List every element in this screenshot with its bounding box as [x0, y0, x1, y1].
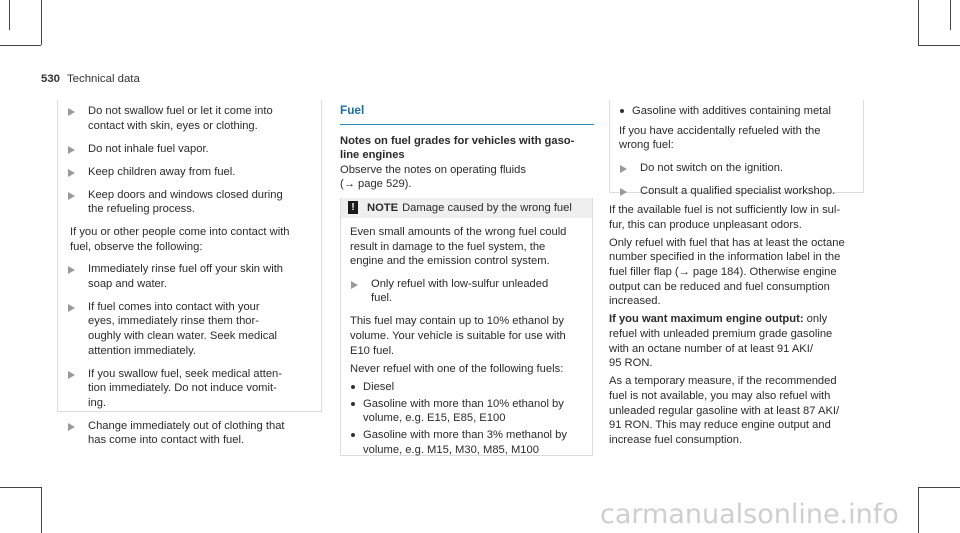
bold-lead: If you want maximum engine output: [609, 313, 804, 326]
middle-column [340, 103, 594, 456]
arrow-icon [68, 266, 75, 274]
watermark: carmanualsonline.info [600, 499, 899, 530]
bullet-icon [620, 109, 624, 113]
note-box [340, 198, 593, 456]
crop-mark [918, 0, 919, 45]
fuel-bullet: Gasoline with more than 10% ethanol by volume, e.g. E15, E85, E100 [350, 397, 592, 426]
subsection-title: Notes on fuel grades for vehicles with gaso- line engines [340, 134, 575, 162]
action-step: Change immediately out of clothing that has come into contact with fuel. [58, 419, 311, 448]
arrow-icon [68, 192, 75, 200]
note-paragraph: Even small amounts of the wrong fuel could result in damage to the fuel system, the engine and the emission control system. [350, 225, 567, 268]
crop-mark [0, 487, 41, 488]
note-paragraph: If you have accidentally refueled with the wrong fuel: [619, 124, 821, 152]
crop-mark [0, 45, 41, 46]
page-number: 530 [41, 73, 61, 85]
warning-step: Do not inhale fuel vapor. [58, 142, 311, 157]
page-header [41, 72, 140, 87]
note-step: Consult a qualified specialist workshop. [610, 184, 863, 199]
crop-mark [9, 0, 10, 30]
arrow-icon [68, 169, 75, 177]
note-paragraph: Never refuel with one of the following fuels: [350, 362, 564, 375]
crop-mark [918, 487, 960, 488]
crop-mark [918, 45, 960, 46]
arrow-icon [68, 146, 75, 154]
warning-step: Keep doors and windows closed during the refueling process. [58, 188, 311, 217]
paragraph: If you want maximum engine output: only refuel with unleaded premium grade gasoline with an octane number of at least 91 AKI/ 95 RON. [609, 313, 833, 370]
arrow-icon [68, 371, 75, 379]
crop-mark [41, 487, 42, 533]
paragraph: As a temporary measure, if the recommended fuel is not available, you may also refuel with unleaded regular gasoline with at least 87 AKI/ 91 RON. This may reduce engine output and increase fuel consumption. [609, 375, 840, 446]
left-column [57, 100, 322, 447]
fuel-bullet: Diesel [350, 380, 592, 395]
arrow-icon [68, 423, 75, 431]
arrow-icon [68, 108, 75, 116]
bullet-icon [351, 402, 355, 406]
arrow-icon [620, 188, 627, 196]
bullet-icon [351, 385, 355, 389]
fuel-bullet: Gasoline with more than 3% methanol by volume, e.g. M15, M30, M85, M100 [350, 428, 592, 457]
right-column [609, 100, 871, 451]
exclamation-icon: ! [348, 201, 358, 214]
crop-mark [918, 487, 919, 533]
note-step: Do not switch on the ignition. [610, 161, 863, 176]
note-heading: Damage caused by the wrong fuel [402, 201, 572, 214]
fuel-bullet: Gasoline with additives containing metal [619, 104, 863, 119]
note-step: Only refuel with low-sulfur unleaded fuel. [341, 277, 592, 306]
note-continuation-box [609, 100, 864, 197]
action-step: If you swallow fuel, seek medical atten- tion immediately. Do not induce vomit- ing. [58, 367, 311, 411]
crop-mark [41, 0, 42, 45]
paragraph: If the available fuel is not sufficiently low in sul- fur, this can produce unpleasant odors. [609, 204, 841, 231]
paragraph: If you or other people come into contact with fuel, observe the following: [70, 226, 290, 253]
crop-mark [950, 0, 951, 30]
note-header [341, 198, 592, 218]
bullet-icon [351, 433, 355, 437]
arrow-icon [68, 304, 75, 312]
action-step: If fuel comes into contact with your eyes, immediately rinse them thor- oughly with clean water. Seek medical attention immediately. [58, 300, 311, 358]
warning-step: Keep children away from fuel. [58, 165, 311, 180]
action-step: Immediately rinse fuel off your skin with soap and water. [58, 262, 311, 291]
paragraph: Only refuel with fuel that has at least the octane number specified in the information label in the fuel filler flap (→ page 184). Otherwise engine output can be reduced and fuel consumption increased. [609, 236, 845, 308]
note-paragraph: This fuel may contain up to 10% ethanol by volume. Your vehicle is suitable for use with E10 fuel. [350, 315, 566, 357]
intro-text: Observe the notes on operating fluids (→ page 529). [340, 163, 526, 191]
note-label: NOTE [367, 201, 399, 214]
arrow-icon [351, 281, 358, 289]
section-name: Technical data [66, 73, 140, 85]
section-divider [340, 124, 594, 125]
warning-step: Do not swallow fuel or let it come into contact with skin, eyes or clothing. [58, 104, 311, 133]
arrow-icon [620, 165, 627, 173]
section-title: Fuel [340, 103, 365, 117]
